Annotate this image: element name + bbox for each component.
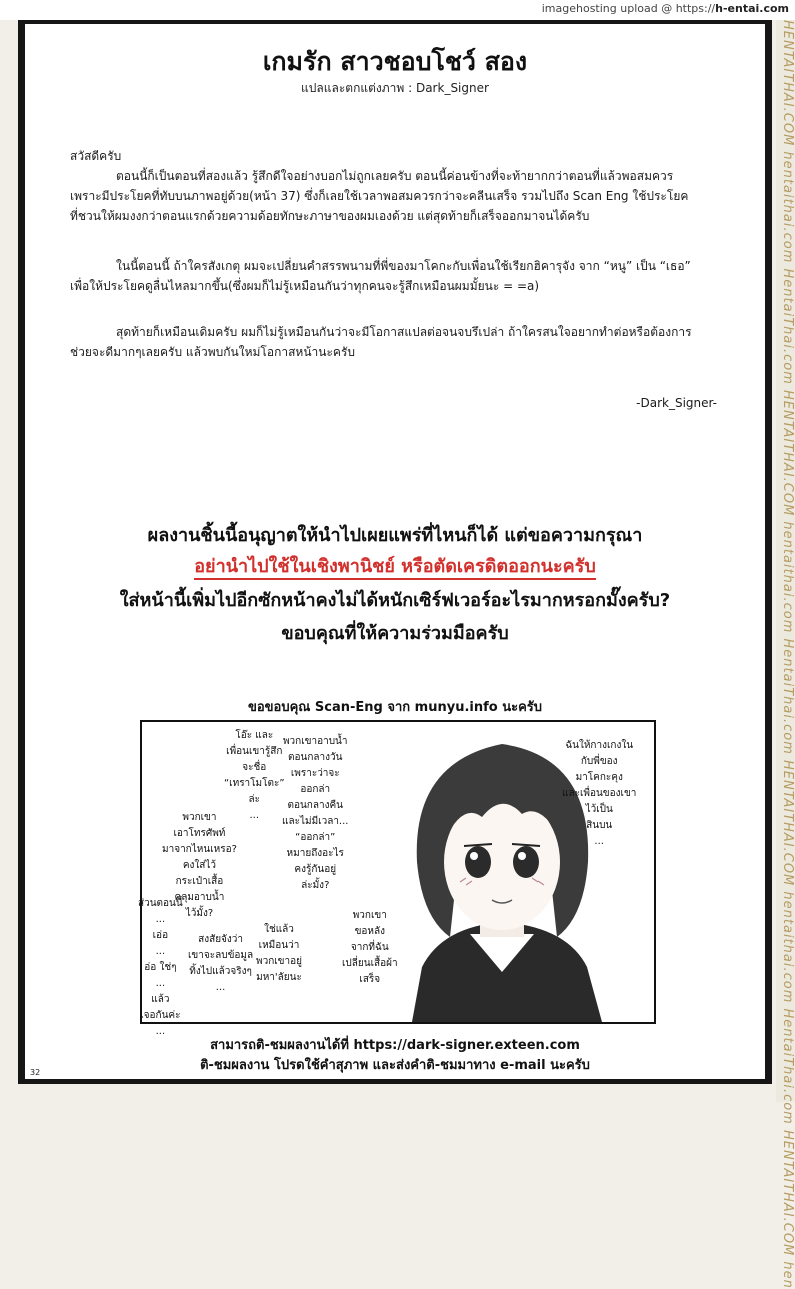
- feedback-line-1: สามารถติ-ชมผลงานได้ที่ https://dark-signer.exteen.com: [210, 1038, 580, 1053]
- speech-bubble: พวกเขา ขอหลัง จากที่ฉัน เปลี่ยนเสื้อผ้า เสร็จ: [342, 910, 398, 985]
- paragraph-line: เพราะมีประโยคที่ทับบนภาพอยู่ด้วย(หน้า 37) ซึ่งก็เลยใช้เวลาพอสมควรกว่าจะคลีนเสร็จ รวมไปถึง Scan Eng ใช้ประโยค: [70, 189, 689, 203]
- notice-line-3: ใส่หน้านี้เพิ่มไปอีกซักหน้าคงไม่ได้หนักเซิร์ฟเวอร์อะไรมากหรอกมั๊งครับ?: [119, 590, 671, 611]
- hosting-watermark: [542, 2, 789, 15]
- signature: -Dark_Signer-: [636, 396, 717, 410]
- side-watermark-strip: [776, 20, 795, 1289]
- notice-line-4: ขอบคุณที่ให้ความร่วมมือครับ: [281, 623, 509, 644]
- hosting-watermark-prefix: imagehosting upload @ https://: [541, 2, 716, 15]
- greeting: สวัสดีครับ: [70, 149, 122, 163]
- notice-line-1: ผลงานชิ้นนี้อนุญาตให้นำไปเผยแพร่ที่ไหนก็ได้ แต่ขอความกรุณา: [147, 525, 643, 546]
- manga-panel: [138, 720, 656, 1037]
- paragraph-line: สุดท้ายก็เหมือนเดิมครับ ผมก็ไม่รู้เหมือนกันว่าจะมีโอกาสแปลต่อจนจบรึเปล่า ถ้าใครสนใจอยากทำต่อหรือต้องการ: [116, 325, 692, 339]
- notice-warning: [25, 551, 765, 580]
- hosting-watermark-site[interactable]: h-entai.com: [715, 2, 789, 15]
- speech-bubble: พวกเขา เอาโทรศัพท์ มาจากไหนเหรอ? คงใส่ไว้ กระเป๋าเสื้อ คลุมอาบน้ำ ไว้มั้ง?: [162, 812, 237, 919]
- paragraph-line: ตอนนี้ก็เป็นตอนที่สองแล้ว รู้สึกดีใจอย่างบอกไม่ถูกเลยครับ ตอนนี้ค่อนข้างที่จะท้ายากกว่าตอนที่แล้วพอสมควร: [116, 169, 674, 183]
- hosting-bar: [0, 0, 795, 20]
- paragraph-2: [70, 256, 720, 296]
- paragraph-line: เพื่อให้ประโยคดูลื่นไหลมากขึ้น(ซึ่งผมก็ไม่รู้เหมือนกันว่าทุกคนจะรู้สึกเหมือนผมมั้ยนะ = =a): [70, 279, 540, 293]
- speech-bubble: สงสัยจังว่า เขาจะลบข้อมูล ทิ้งไปแล้วจริงๆ ...: [188, 934, 254, 993]
- scan-credit: ขอขอบคุณ Scan-Eng จาก munyu.info นะครับ: [247, 700, 543, 715]
- speech-bubble: โอ๊ะ และ เพื่อนเขารู้สึก จะชื่อ “เทราโมโตะ” ล่ะ ...: [224, 730, 285, 821]
- paragraph-1: [70, 166, 720, 226]
- paragraph-line: ที่ชวนให้ผมงงกว่าตอนแรกด้วยความด้อยทักษะภาษาของผมเองด้วย แต่สุดท้ายก็เสร็จออกมาจนได้ครับ: [70, 209, 590, 223]
- paragraph-3: [70, 322, 720, 362]
- side-watermark: HENTAITHAI.COM hentaithai.com HentaiThai.com HENTAITHAI.COM hentaithai.com HentaiThai.com HENTAITHAI.COM hentaithai.com HentaiThai.com HENTAITHAI.COM hen: [780, 20, 795, 1289]
- paragraph-line: ช่วยจะดีมากๆเลยครับ แล้วพบกันใหม่โอกาสหน้านะครับ: [70, 345, 356, 359]
- speech-bubble: ใช่แล้ว เหมือนว่า พวกเขาอยู่ มหา'ลัยนะ: [256, 924, 302, 983]
- speech-bubble: พวกเขาอาบน้ำ ตอนกลางวัน เพราะว่าจะ ออกล่า ตอนกลางคืน และไม่มีเวลา... “ออกล่า” หมายถึงอะไร คงรู้กันอยู่ ล่ะมั้ง?: [282, 736, 349, 891]
- page-number: 32: [30, 1068, 41, 1077]
- translator-credit: แปลและตกแต่งภาพ : Dark_Signer: [301, 81, 489, 95]
- speech-bubble: ส่วนตอนนี้ ... เอ่อ ... อ่อ ใช่ๆ ... แล้ว เจอกันค่ะ ...: [138, 898, 183, 1037]
- page-title: เกมรัก สาวชอบโชว์ สอง: [262, 47, 528, 76]
- notice-warning-text: อย่านำไปใช้ในเชิงพานิชย์ หรือตัดเครดิตออกนะครับ: [194, 556, 596, 580]
- speech-bubble: ฉันให้กางเกงใน กับพี่ของ มาโคกะคุง และเพื่อนของเขา ไว้เป็น สินบน ...: [562, 740, 637, 847]
- feedback-line-2: ติ-ชมผลงาน โปรดใช้คำสุภาพ และส่งคำติ-ชมมาทาง e-mail นะครับ: [200, 1058, 590, 1073]
- paragraph-line: ในนี้ตอนนี้ ถ้าใครสังเกตุ ผมจะเปลี่ยนคำสรรพนามที่พี่ของมาโคกะกับเพื่อนใช้เรียกฮิคารุจัง จาก “หนู” เป็น “เธอ”: [116, 259, 691, 273]
